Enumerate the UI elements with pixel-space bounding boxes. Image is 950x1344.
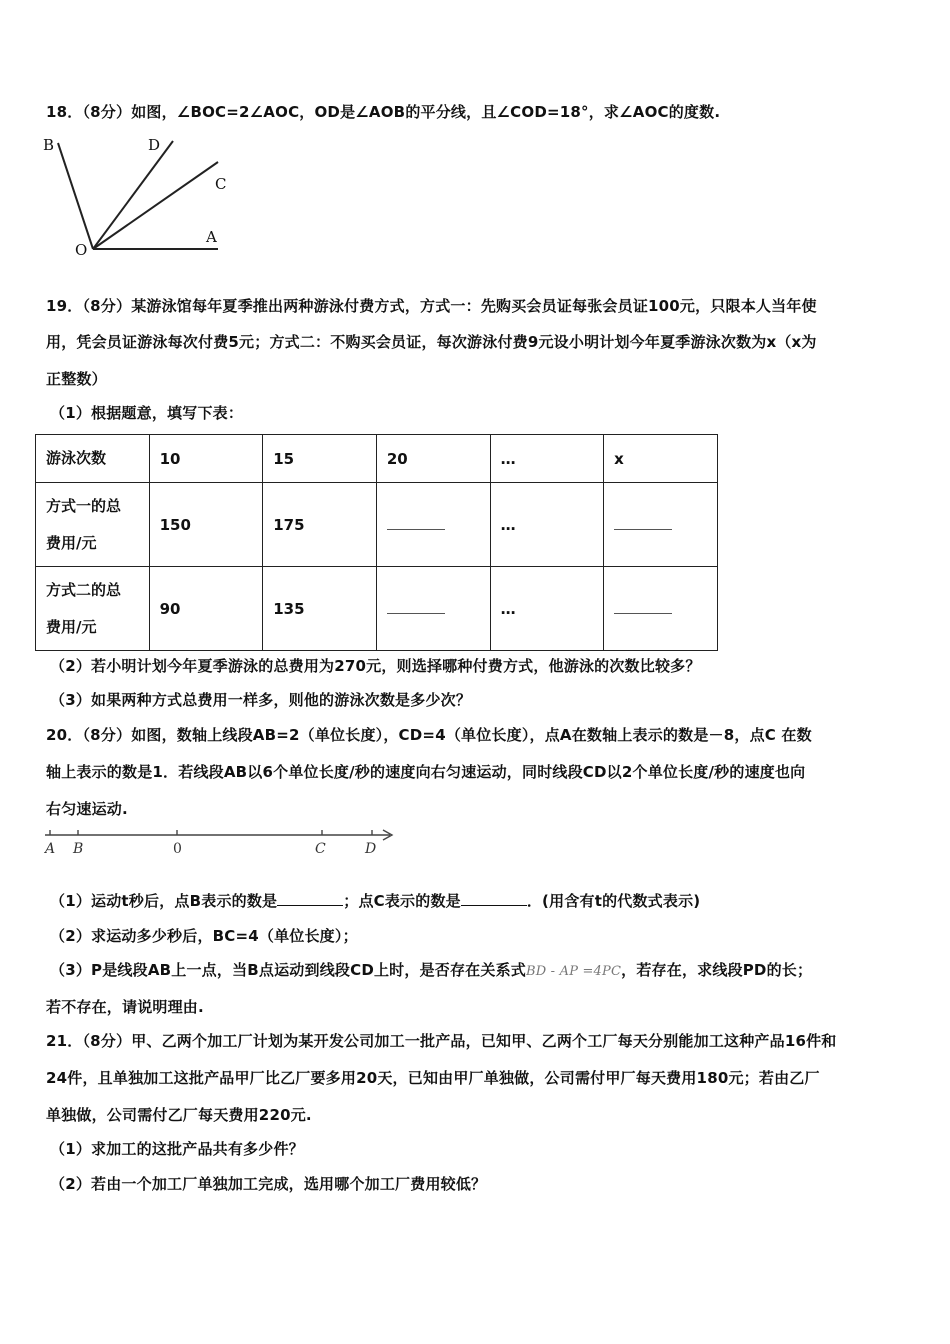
table-header-cell: x: [604, 435, 718, 483]
table-row: [36, 567, 718, 651]
table-header-cell: 10: [149, 435, 263, 483]
table-cell: 90: [149, 567, 263, 651]
angle-figure: [38, 132, 238, 262]
q20-part3: [50, 960, 812, 982]
label-c: C: [215, 175, 227, 193]
q20-part1-text-b: ；点C表示的数是: [343, 892, 461, 910]
fee-table: [35, 434, 718, 651]
answer-blank[interactable]: [604, 567, 718, 651]
table-header-cell: …: [490, 435, 604, 483]
q19-part2: （2）若小明计划今年夏季游泳的总费用为270元，则选择哪种付费方式，他游泳的次数比较多？: [50, 657, 701, 675]
formula: BD - AP =4PC: [525, 964, 622, 979]
answer-blank-b[interactable]: [277, 891, 343, 906]
q19-line3: 正整数）: [46, 370, 107, 388]
answer-blank-c[interactable]: [461, 891, 527, 906]
q21-line2: 24件，且单独加工这批产品甲厂比乙厂要多用20天，已知由甲厂单独做，公司需付甲厂每天费用180元；若由乙厂: [46, 1069, 820, 1087]
q20-line2: 轴上表示的数是1．若线段AB以6个单位长度/秒的速度向右匀速运动，同时线段CD以2个单位长度/秒的速度也向: [46, 763, 806, 781]
table-header-cell: 游泳次数: [36, 435, 150, 483]
row-label-line1: 方式二的总: [46, 580, 122, 599]
label-o: O: [75, 241, 88, 259]
nl-label-zero: 0: [173, 841, 182, 857]
q21-line3: 单独做，公司需付乙厂每天费用220元.: [46, 1106, 312, 1124]
q20-part3-cont: 若不存在，请说明理由.: [46, 998, 204, 1016]
q20-part1-text-c: ．(用含有t的代数式表示): [526, 892, 701, 910]
q19-line2: 用，凭会员证游泳每次付费5元；方式二：不购买会员证，每次游泳付费9元设小明计划今年夏季游泳次数为x（x为: [46, 333, 817, 351]
number-line-figure: [40, 826, 410, 862]
q20-part1-text-a: （1）运动t秒后，点B表示的数是: [50, 892, 278, 910]
q19-part1: （1）根据题意，填写下表：: [50, 404, 244, 422]
table-cell: …: [490, 483, 604, 567]
answer-blank[interactable]: [604, 483, 718, 567]
table-cell: …: [490, 567, 604, 651]
row-label: [36, 483, 150, 567]
q21-part1: （1）求加工的这批产品共有多少件？: [50, 1140, 304, 1158]
nl-label-c: C: [315, 841, 326, 857]
table-row: [36, 483, 718, 567]
table-header-row: [36, 435, 718, 483]
answer-blank[interactable]: [376, 567, 490, 651]
q19-line1: 19．（8分）某游泳馆每年夏季推出两种游泳付费方式，方式一：先购买会员证每张会员证100元，只限本人当年使: [46, 297, 817, 315]
label-d: D: [148, 136, 161, 154]
answer-blank[interactable]: [376, 483, 490, 567]
table-header-cell: 15: [263, 435, 377, 483]
nl-label-b: B: [73, 841, 84, 857]
q21-part2: （2）若由一个加工厂单独加工完成，选用哪个加工厂费用较低？: [50, 1175, 487, 1193]
table-cell: 150: [149, 483, 263, 567]
label-a: A: [206, 228, 217, 246]
nl-label-d: D: [365, 841, 377, 857]
q20-part3-text-a: （3）P是线段AB上一点，当B点运动到线段CD上时，是否存在关系式: [50, 961, 526, 979]
q18-text: 18．（8分）如图，∠BOC=2∠AOC，OD是∠AOB的平分线，且∠COD=18°，求∠AOC的度数.: [46, 103, 721, 121]
q20-part3-text-b: ，若存在，求线段PD的长；: [621, 961, 813, 979]
q21-line1: 21．（8分）甲、乙两个加工厂计划为某开发公司加工一批产品，已知甲、乙两个工厂每天分别能加工这种产品16件和: [46, 1032, 837, 1050]
row-label: [36, 567, 150, 651]
table-header-cell: 20: [376, 435, 490, 483]
q20-part2: （2）求运动多少秒后，BC=4（单位长度）；: [50, 927, 358, 945]
q20-line3: 右匀速运动.: [46, 800, 128, 818]
table-cell: 175: [263, 483, 377, 567]
table-cell: 135: [263, 567, 377, 651]
label-b: B: [43, 136, 55, 154]
q20-line1: 20．（8分）如图，数轴上线段AB=2（单位长度），CD=4（单位长度），点A在数轴上表示的数是－8，点C 在数: [46, 726, 812, 744]
nl-label-a: A: [45, 841, 56, 857]
row-label-line1: 方式一的总: [46, 496, 122, 515]
row-label-line2: 费用/元: [46, 617, 97, 636]
q19-part3: （3）如果两种方式总费用一样多，则他的游泳次数是多少次？: [50, 691, 472, 709]
q20-part1: [50, 891, 700, 911]
row-label-line2: 费用/元: [46, 533, 97, 552]
